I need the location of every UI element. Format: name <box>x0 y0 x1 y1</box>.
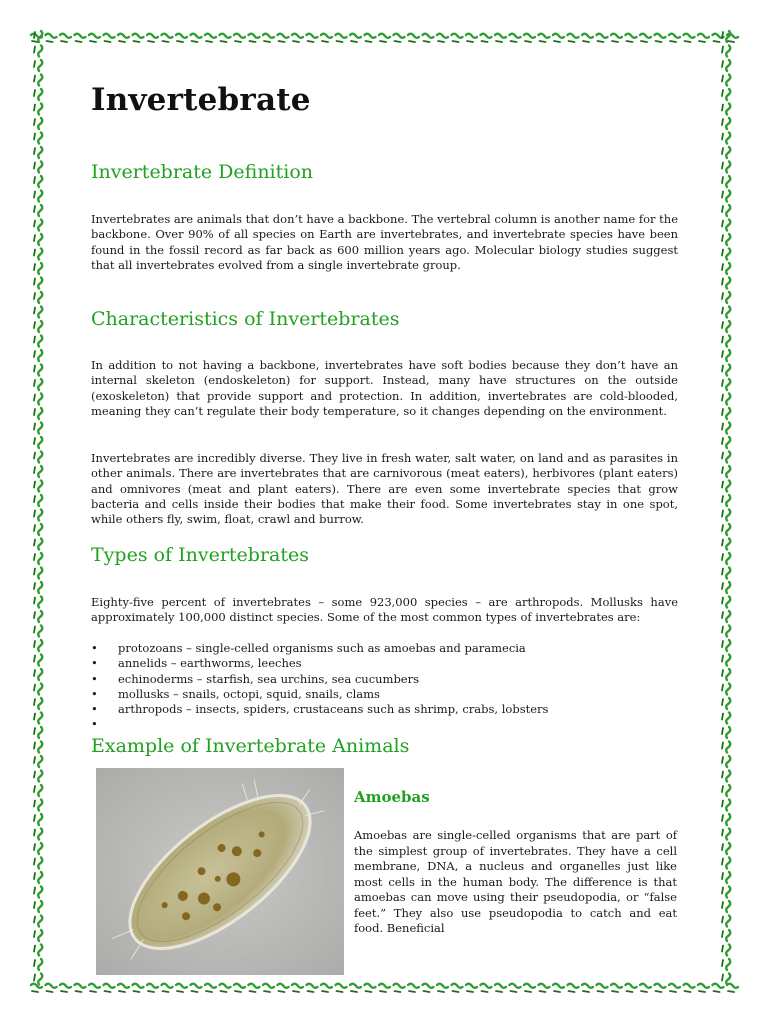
definition-heading: Invertebrate Definition <box>91 161 314 183</box>
types-list <box>91 641 678 733</box>
characteristics-paragraph-2: Invertebrates are incredibly diverse. They live in fresh water, salt water, on land and as parasites in other animals. There are invertebrates that are carnivorous (meat eaters), herbivores (plant eaters) and omnivores (meat and plant eaters). There are even some invertebrate species that grow bacteria and cells inside their bodies that make their food. Some invertebrates stay in one spot, while others fly, swim, float, crawl and burrow. <box>91 451 678 527</box>
list-item: • arthropods – insects, spiders, crustaceans such as shrimp, crabs, lobsters <box>91 702 678 717</box>
list-item: • protozoans – single-celled organisms such as amoebas and paramecia <box>91 641 678 656</box>
characteristics-paragraph-1: In addition to not having a backbone, invertebrates have soft bodies because they don’t have an internal skeleton (endoskeleton) for support. Instead, many have structures on the outside (exoskeleton) that provide support and protection. In addition, invertebrates are cold-blooded, meaning they can’t regulate their body temperature, so it changes depending on the environment. <box>91 358 678 418</box>
border-bottom <box>28 978 740 998</box>
types-heading: Types of Invertebrates <box>91 544 309 566</box>
characteristics-heading: Characteristics of Invertebrates <box>91 308 400 330</box>
list-item: • annelids – earthworms, leeches <box>91 656 678 671</box>
list-item: • mollusks – snails, octopi, squid, snails, clams <box>91 687 678 702</box>
definition-paragraph: Invertebrates are animals that don’t have a backbone. The vertebral column is another name for the backbone. Over 90% of all species on Earth are invertebrates, and invertebrate species have been found in the fossil record as far back as 600 million years ago. Molecular biology studies suggest that all invertebrates evolved from a single invertebrate group. <box>91 212 679 272</box>
page-title: Invertebrate <box>91 82 311 118</box>
types-intro-paragraph: Eighty-five percent of invertebrates – some 923,000 species – are arthropods. Mollusks have approximately 100,000 distinct species. Some of the most common types of invertebrates are: <box>91 595 678 625</box>
amoebas-heading: Amoebas <box>354 788 430 806</box>
border-top <box>28 28 740 48</box>
border-left <box>28 28 48 993</box>
list-item: • echinoderms – starfish, sea urchins, sea cucumbers <box>91 672 678 687</box>
examples-heading: Example of Invertebrate Animals <box>91 735 410 757</box>
amoebas-paragraph: Amoebas are single-celled organisms that are part of the simplest group of invertebrates. They have a cell membrane, DNA, a nucleus and organelles just like most cells in the human body. The difference is that amoebas can move using their pseudopodia, or “false feet.” They also use pseudopodia to catch and eat food. Beneficial <box>354 828 677 935</box>
list-item <box>91 717 678 732</box>
amoeba-photo <box>96 768 344 975</box>
border-right <box>716 28 736 993</box>
